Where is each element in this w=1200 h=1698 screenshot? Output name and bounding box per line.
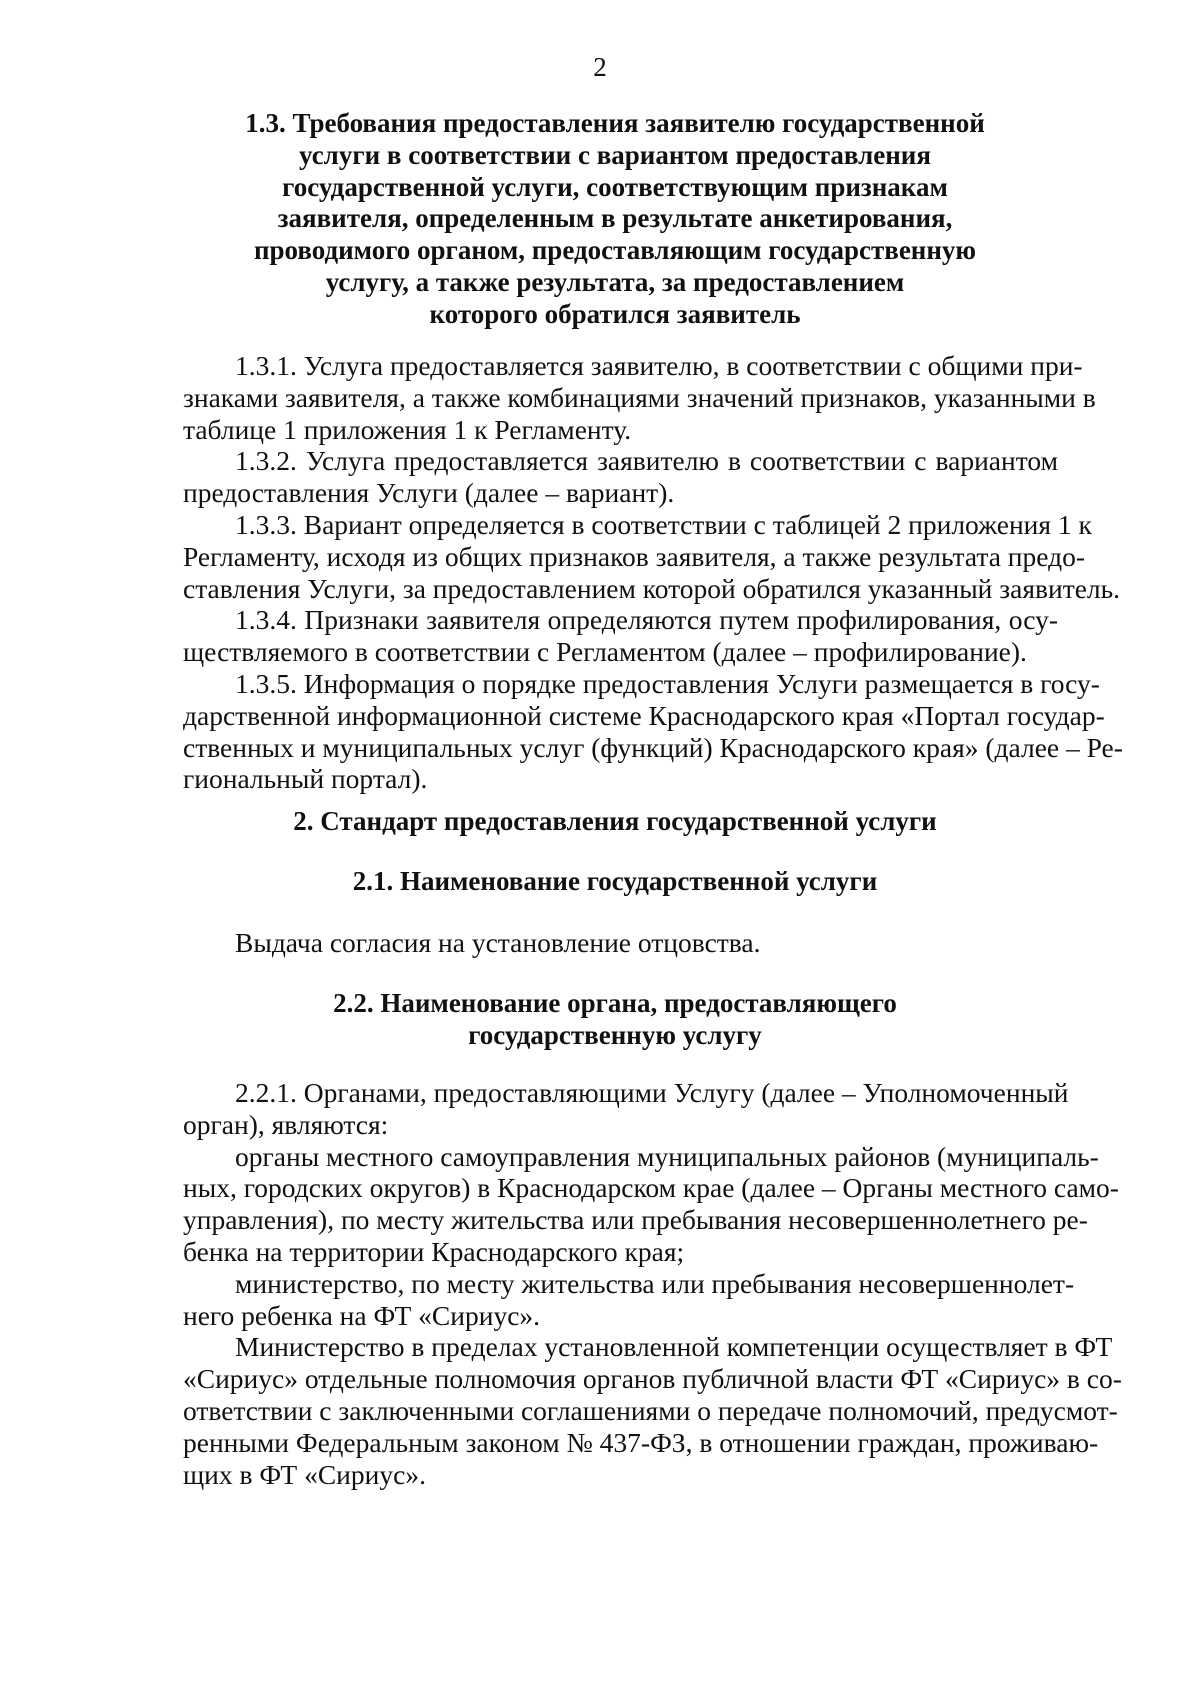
heading-line: которого обратился заявитель [429,298,801,329]
paragraph-line: 1.3.2. Услуга предоставляется заявителю в соответствии с вариантом [235,445,1058,477]
section-1-3-body [183,350,1123,795]
paragraph-line: 2.2.1. Органами, предоставляющими Услугу (далее – Уполномоченный [235,1077,1069,1108]
service-name-text: Выдача согласия на установление отцовства. [235,927,761,958]
section-2-1-heading: 2.1. Наименование государственной услуги [352,866,878,896]
paragraph-line: ственных и муниципальных услуг (функций) Краснодарского края» (далее – Ре- [183,731,1123,763]
heading-line: государственной услуги, соответствующим признакам [282,171,948,202]
page-number: 2 [593,52,607,82]
paragraph-line: него ребенка на ФТ «Сириус». [183,1299,541,1331]
paragraph-line: ренными Федеральным законом № 437-ФЗ, в отношении граждан, проживаю- [183,1426,1099,1458]
heading-line: услугу, а также результата, за предоставлением [325,266,905,297]
paragraph-line: «Сириус» отдельные полномочия органов публичной власти ФТ «Сириус» в со- [183,1363,1122,1395]
paragraph-line: 1.3.1. Услуга предоставляется заявителю, в соответствии с общими при- [235,350,1083,381]
section-2-2-body [183,1077,1122,1490]
paragraph-line: министерство, по месту жительства или пребывания несовершеннолет- [235,1267,1075,1299]
section-2-heading: 2. Стандарт предоставления государственной услуги [293,806,937,836]
paragraph-line: 1.3.3. Вариант определяется в соответствии с таблицей 2 приложения 1 к [235,508,1092,540]
heading-line: проводимого органом, предоставляющим государственную [253,235,977,266]
heading-line: заявителя, определенным в результате анкетирования, [277,203,953,234]
paragraph-line: гиональный портал). [183,763,428,795]
paragraph-line: щих в ФТ «Сириус». [183,1458,426,1490]
paragraph-line: знаками заявителя, а также комбинациями значений признаков, указанными в [183,381,1096,413]
heading-line: 2.2. Наименование органа, предоставляющего [333,988,897,1018]
heading-line: государственную услугу [468,1019,762,1050]
paragraph-line: 1.3.4. Признаки заявителя определяются путем профилирования, осу- [235,604,1058,636]
paragraph-line: 1.3.5. Информация о порядке предоставления Услуги размещается в госу- [235,667,1100,699]
paragraph-line: Регламенту, исходя из общих признаков заявителя, а также результата предо- [183,540,1085,572]
heading-line: 1.3. Требования предоставления заявителю государственной [245,108,985,138]
heading-line: услуги в соответствии с вариантом предоставления [299,139,931,170]
paragraph-line: ных, городских округов) в Краснодарском крае (далее – Органы местного само- [183,1172,1119,1204]
paragraph-line: таблице 1 приложения 1 к Регламенту. [183,413,632,445]
section-1-3-heading [180,108,1050,331]
paragraph-line: управления), по месту жительства или пребывания несовершеннолетнего ре- [183,1204,1088,1236]
paragraph-line: Министерство в пределах установленной компетенции осуществляет в ФТ [235,1331,1113,1363]
paragraph-line: дарственной информационной системе Краснодарского края «Портал государ- [183,699,1105,731]
paragraph-line: бенка на территории Краснодарского края; [183,1235,685,1267]
paragraph-line: органы местного самоуправления муниципальных районов (муниципаль- [235,1140,1099,1172]
paragraph-line: ответствии с заключенными соглашениями о передаче полномочий, предусмот- [183,1394,1118,1426]
paragraph-line: орган), являются: [183,1108,389,1140]
paragraph-line: ществляемого в соответствии с Регламентом (далее – профилирование). [183,636,1027,668]
paragraph-line: предоставления Услуги (далее – вариант). [183,477,675,509]
paragraph-line: ставления Услуги, за предоставлением которой обратился указанный заявитель. [183,572,1121,604]
section-2-2-heading [180,988,1050,1052]
